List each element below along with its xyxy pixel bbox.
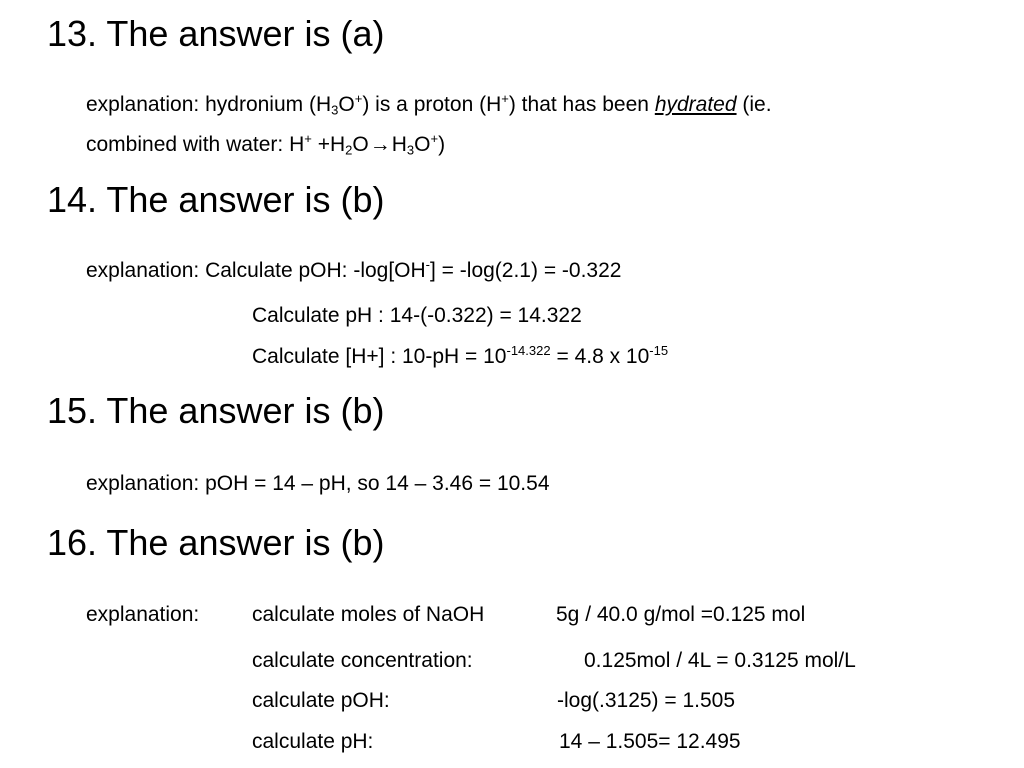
h3o-charge: + bbox=[354, 90, 363, 106]
proton-charge: + bbox=[501, 90, 509, 106]
h3o-h: (H bbox=[308, 93, 332, 116]
h2o-o: O bbox=[352, 133, 369, 156]
h2o-subscript: 2 bbox=[345, 142, 353, 158]
q16-heading: 16. The answer is (b) bbox=[47, 522, 385, 563]
step-value: 14 – 1.505= 12.495 bbox=[559, 730, 741, 753]
step-label: calculate moles of NaOH bbox=[252, 603, 485, 626]
product-o: O bbox=[414, 133, 431, 156]
h3o-o: O bbox=[338, 93, 355, 116]
q14-explanation-line1 bbox=[86, 256, 622, 282]
step-label: calculate pOH: bbox=[252, 689, 390, 712]
q14-calc-ph: Calculate pH : 14-(-0.322) = 14.322 bbox=[252, 304, 582, 327]
h3o-subscript: 3 bbox=[331, 102, 339, 118]
oh-charge: - bbox=[425, 256, 431, 272]
h-charge: + bbox=[304, 130, 312, 146]
q14-line1-post: ] = -log(2.1) = -0.322 bbox=[430, 259, 622, 282]
q14-line1-pre: explanation: Calculate pOH: -log[OH bbox=[86, 259, 426, 282]
step-value: 5g / 40.0 g/mol =0.125 mol bbox=[556, 603, 806, 626]
q13-proton-text: ) is a proton (H bbox=[362, 93, 502, 116]
q13-ie: (ie. bbox=[742, 93, 772, 116]
q16-step-moles bbox=[252, 604, 952, 628]
q15-heading: 15. The answer is (b) bbox=[47, 390, 385, 431]
q15-explanation: explanation: pOH = 14 – pH, so 14 – 3.46 = 10.54 bbox=[86, 472, 550, 495]
q16-step-poh bbox=[252, 690, 952, 714]
q16-step-concentration bbox=[252, 650, 952, 674]
q16-step-ph bbox=[252, 731, 952, 755]
q14-heading: 14. The answer is (b) bbox=[47, 179, 385, 220]
q13-hydrated-pre: ) that has been bbox=[508, 93, 649, 116]
exponent-1: -14.322 bbox=[506, 342, 551, 358]
step-value: -log(.3125) = 1.505 bbox=[557, 689, 736, 712]
q14-line3-pre: Calculate [H+] : 10-pH = 10 bbox=[252, 345, 507, 368]
q13-heading: 13. The answer is (a) bbox=[47, 13, 385, 54]
step-label: calculate concentration: bbox=[252, 649, 473, 672]
q13-h2o-pre: +H bbox=[311, 133, 346, 156]
q13-close-paren: ) bbox=[438, 133, 446, 156]
step-value: 0.125mol / 4L = 0.3125 mol/L bbox=[584, 649, 856, 672]
q13-explanation-line2 bbox=[86, 130, 446, 158]
product-subscript: 3 bbox=[406, 142, 415, 158]
reaction-arrow-icon: → bbox=[369, 133, 391, 156]
q13-explanation-line1 bbox=[86, 90, 772, 118]
product-charge: + bbox=[430, 130, 439, 146]
q16-explanation-label: explanation: bbox=[86, 603, 200, 626]
q13-explanation-label: explanation: hydronium bbox=[86, 93, 304, 116]
product-h: H bbox=[391, 133, 407, 156]
q14-calc-h bbox=[252, 342, 669, 368]
hydrated-term: hydrated bbox=[654, 93, 737, 116]
exponent-2: -15 bbox=[649, 342, 669, 358]
q13-line2-pre: combined with water: H bbox=[86, 133, 305, 156]
q14-line3-mid: = 4.8 x 10 bbox=[550, 345, 650, 368]
step-label: calculate pH: bbox=[252, 730, 374, 753]
